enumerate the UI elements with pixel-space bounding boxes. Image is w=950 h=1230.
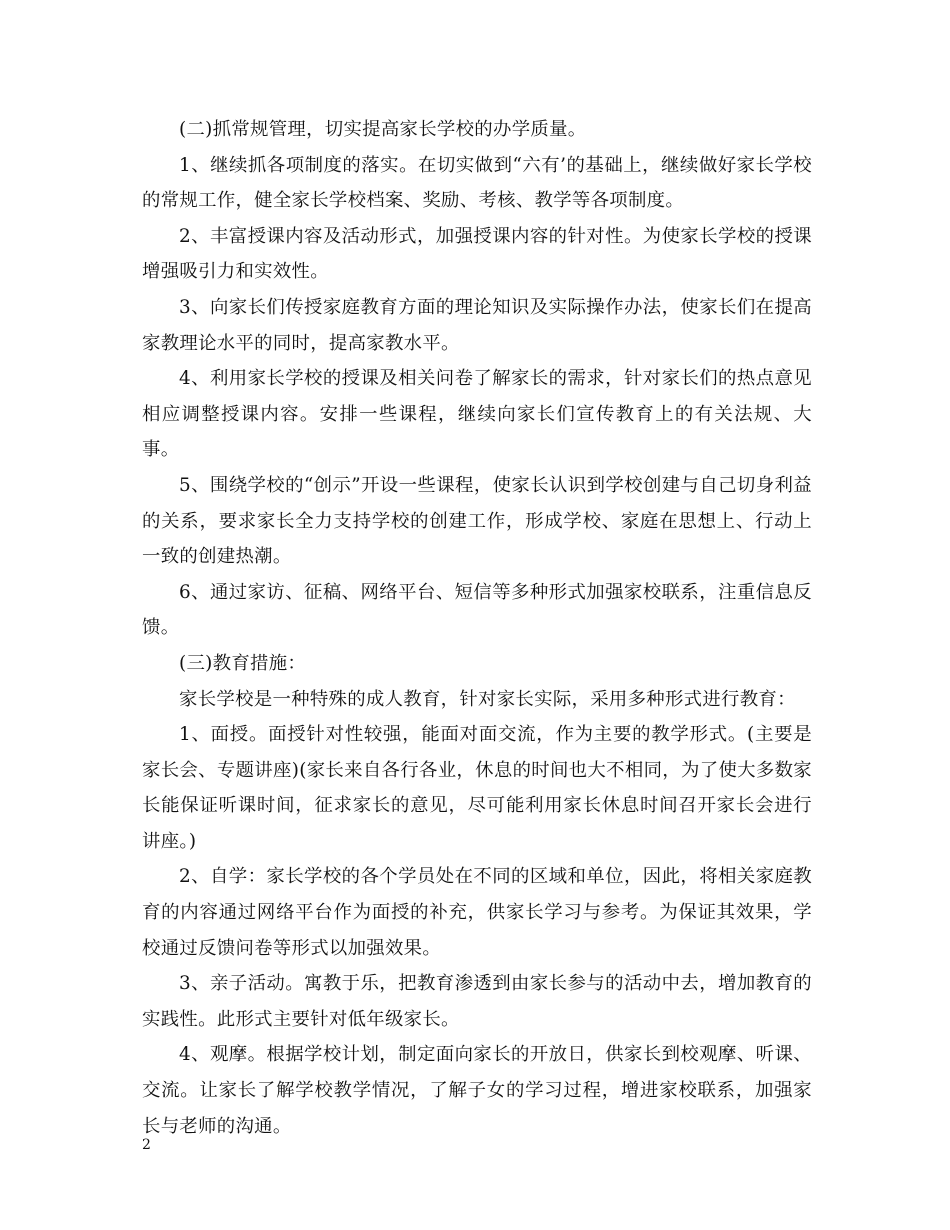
paragraph-measure-4: 4、观摩。根据学校计划，制定面向家长的开放日，供家长到校观摩、听课、交流。让家长了解学校教学情况，了解子女的学习过程，增进家校联系，加强家长与老师的沟通。 [142,1044,812,1137]
paragraph-heading-2: (二)抓常规管理，切实提高家长学校的办学质量。 [179,119,587,140]
paragraph-intro: 家长学校是一种特殊的成人教育，针对家长实际，采用多种形式进行教育： [179,688,796,710]
page-number: 2 [142,1137,151,1153]
paragraph-item-3: 3、向家长们传授家庭教育方面的理论知识及实际操作办法，使家长们在提高家教理论水平的同时，提高家教水平。 [142,296,812,354]
paragraph-item-6: 6、通过家访、征稿、网络平台、短信等多种形式加强家校联系，注重信息反馈。 [142,581,812,639]
paragraph-measure-3: 3、亲子活动。寓教于乐，把教育渗透到由家长参与的活动中去，增加教育的实践性。此形式主要针对低年级家长。 [142,973,812,1030]
paragraph-measure-1: 1、面授。面授针对性较强，能面对面交流，作为主要的教学形式。(主要是家长会、专题讲座)(家长来自各行各业，休息的时间也大不相同，为了使大多数家长能保证听课时间，征求家长的意见，尽可能利用家长休息时间召开家长会进行讲座。) [142,724,812,852]
paragraph-item-2: 2、丰富授课内容及活动形式，加强授课内容的针对性。为使家长学校的授课增强吸引力和实效性。 [142,225,812,283]
document-body [142,112,812,1144]
paragraph-item-1: 1、继续抓各项制度的落实。在切实做到“六有’的基础上，继续做好家长学校的常规工作，健全家长学校档案、奖励、考核、教学等各项制度。 [142,154,812,212]
paragraph-heading-3: (三)教育措施： [179,652,307,674]
paragraph-item-5: 5、围绕学校的“创示”开设一些课程，使家长认识到学校创建与自己切身利益的关系，要求家长全力支持学校的创建工作，形成学校、家庭在思想上、行动上一致的创建热潮。 [142,474,812,568]
paragraph-measure-2: 2、自学：家长学校的各个学员处在不同的区域和单位，因此，将相关家庭教育的内容通过网络平台作为面授的补充，供家长学习与参考。为保证其效果，学校通过反馈问卷等形式以加强效果。 [142,866,812,959]
paragraph-item-4: 4、利用家长学校的授课及相关问卷了解家长的需求，针对家长们的热点意见相应调整授课内容。安排一些课程，继续向家长们宣传教育上的有关法规、大事。 [142,368,812,461]
